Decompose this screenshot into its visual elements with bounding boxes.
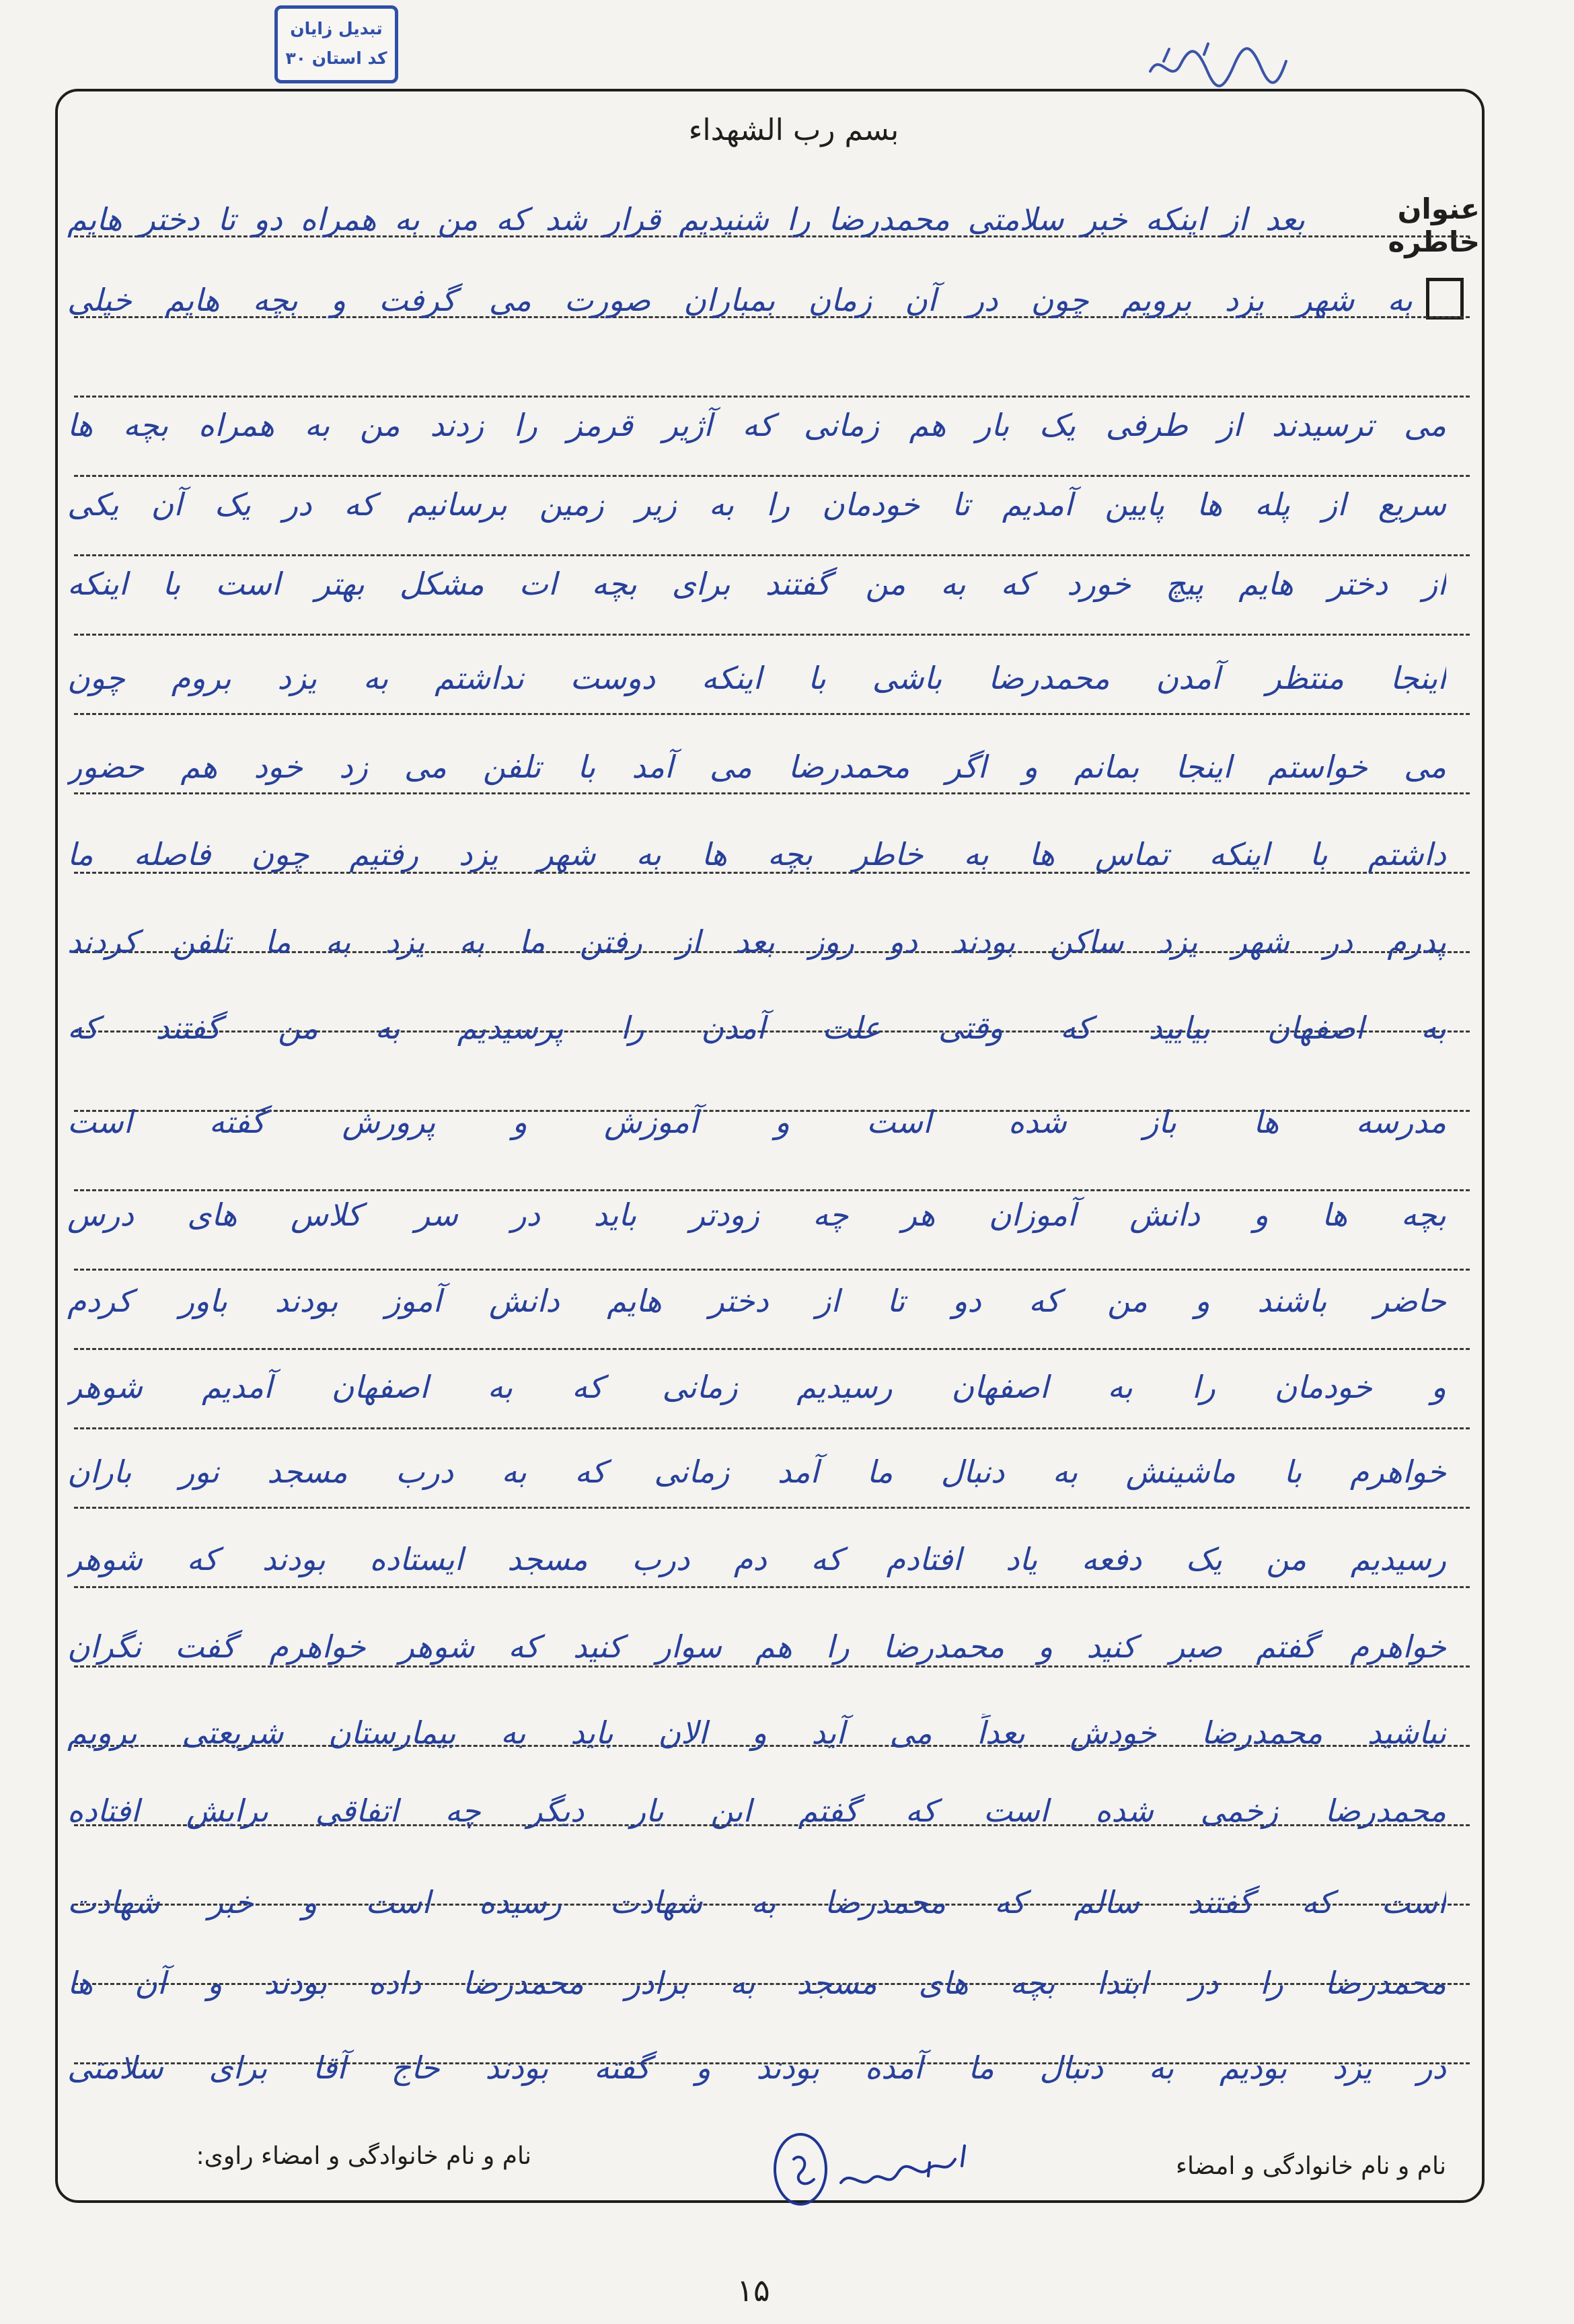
stamp-line-1: تبدیل زایان: [290, 19, 383, 38]
handwritten-line: محمدرضا را در ابتدا بچه های مسجد به برادر محمدرضا داده بودند و آن ها: [67, 1965, 1446, 2001]
handwritten-line: از دختر هایم پیچ خورد که به من گفتند برای بچه ات مشکل بهتر است با اینکه: [67, 566, 1446, 602]
handwritten-line: اینجا منتظر آمدن محمدرضا باشی با اینکه دوست نداشتم به یزد بروم چون: [67, 660, 1446, 696]
footer-signature-handwriting: [753, 2119, 1009, 2220]
ruled-line: [74, 713, 1470, 715]
ruled-line: [74, 1507, 1470, 1509]
handwritten-line: سریع از پله ها پایین آمدیم تا خودمان را به زیر زمین برسانیم که در یک آن یکی: [67, 486, 1446, 523]
handwritten-line: داشتم با اینکه تماس ها به خاطر بچه ها به شهر یزد رفتیم چون فاصله ما: [67, 836, 1446, 872]
handwritten-line: بعد از اینکه خبر سلامتی محمدرضا را شنیدیم قرار شد که من به همراه دو تا دختر هایم: [67, 201, 1305, 237]
handwritten-line: پدرم در شهر یزد ساکن بودند دو روز بعد از رفتن ما به یزد به ما تلفن کردند: [67, 924, 1446, 960]
handwritten-line: است که گفتند سالم که محمدرضا به شهادت رسیده است و خبر شهادت: [67, 1884, 1446, 1920]
handwritten-line: و خودمان را به اصفهان رسیدیم زمانی که به اصفهان آمدیم شوهر: [67, 1369, 1446, 1405]
handwritten-line: خواهرم با ماشینش به دنبال ما آمد زمانی که به درب مسجد نور باران: [67, 1454, 1446, 1490]
signature-label: نام و نام خانوادگی و امضاء: [1176, 2152, 1446, 2180]
ruled-line: [74, 1427, 1470, 1429]
handwritten-line: حاضر باشند و من که دو تا از دختر هایم دانش آموز بودند باور کردم: [67, 1283, 1446, 1319]
handwritten-line: محمدرضا زخمی شده است که گفتم این بار دیگر چه اتفاقی برایش افتاده: [67, 1793, 1446, 1829]
handwritten-line: نباشید محمدرضا خودش بعداً می آید و الان باید به بیمارستان شریعتی برویم: [67, 1715, 1446, 1751]
ruled-line: [74, 1665, 1470, 1667]
handwritten-line: بچه ها و دانش آموزان هر چه زودتر باید در سر کلاس های درس: [67, 1197, 1446, 1233]
ruled-line: [74, 634, 1470, 636]
ruled-line: [74, 1348, 1470, 1350]
title-checkbox: [1426, 278, 1464, 320]
ruled-line: [74, 475, 1470, 477]
basmala-heading: بسم رب الشهداء: [688, 113, 899, 147]
handwritten-line: به اصفهان بیایید که وقتی علت آمدن را پرسیدیم به من گفتند که: [67, 1010, 1446, 1046]
narrator-signature-label: نام و نام خانوادگی و امضاء راوی:: [196, 2142, 531, 2170]
ruled-line: [74, 396, 1470, 398]
handwritten-line: مدرسه ها باز شده است و آموزش و پرورش گفته است: [67, 1104, 1446, 1140]
handwritten-line: می ترسیدند از طرفی یک بار هم زمانی که آژیر قرمز را زدند من به همراه بچه ها: [67, 407, 1446, 443]
handwritten-line: به شهر یزد برویم چون در آن زمان بمباران صورت می گرفت و بچه هایم خیلی: [67, 282, 1413, 318]
handwritten-line: در یزد بودیم به دنبال ما آمده بودند و گفته بودند حاج آقا برای سلامتی: [67, 2050, 1446, 2086]
ruled-line: [74, 1269, 1470, 1271]
ruled-line: [74, 554, 1470, 556]
page-number: ۱۵: [737, 2272, 770, 2309]
handwritten-line: می خواستم اینجا بمانم و اگر محمدرضا می آمد با تلفن می زد خود هم حضور: [67, 749, 1446, 785]
memoir-title-label: عنوان خاطره: [1388, 192, 1480, 258]
handwritten-line: خواهرم گفتم صبر کنید و محمدرضا را هم سوار کنید که شوهر خواهرم گفت نگران: [67, 1628, 1446, 1665]
ruled-line: [74, 1586, 1470, 1588]
ruled-line: [74, 792, 1470, 794]
stamp-line-2: کد استان ۳۰: [285, 48, 387, 68]
top-signature-handwriting: [1144, 24, 1291, 98]
handwritten-line: رسیدیم من یک دفعه یاد افتادم که دم درب مسجد ایستاده بودند که شوهر: [67, 1541, 1446, 1577]
ruled-line: [74, 1189, 1470, 1191]
ink-stamp: [274, 5, 398, 83]
